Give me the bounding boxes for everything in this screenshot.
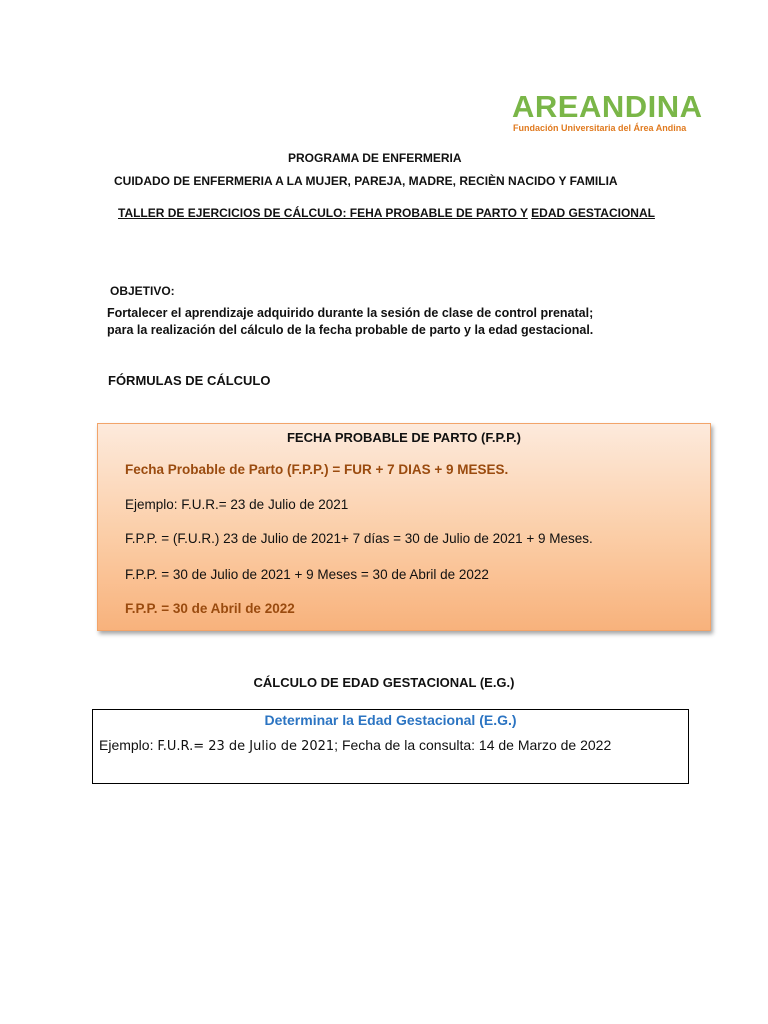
workshop-title-part1: TALLER DE EJERCICIOS DE CÁLCULO: FEHA PROBABLE DE PARTO Y <box>118 206 528 220</box>
eg-example-rest: ; Fecha de la consulta: 14 de Marzo de 2022 <box>334 737 612 753</box>
eg-example-line <box>99 737 611 754</box>
course-title: CUIDADO DE ENFERMERIA A LA MUJER, PAREJA, MADRE, RECIÈN NACIDO Y FAMILIA <box>114 174 618 188</box>
fpp-step-1: F.P.P. = (F.U.R.) 23 de Julio de 2021+ 7 días = 30 de Julio de 2021 + 9 Meses. <box>125 531 593 546</box>
logo-subtitle: Fundación Universitaria del Área Andina <box>513 123 687 133</box>
objective-label: OBJETIVO: <box>110 284 175 298</box>
fpp-result: F.P.P. = 30 de Abril de 2022 <box>125 601 295 616</box>
areandina-logo <box>512 89 703 138</box>
workshop-title <box>118 206 655 220</box>
fpp-formula: Fecha Probable de Parto (F.P.P.) = FUR + 7 DIAS + 9 MESES. <box>125 462 509 477</box>
fpp-example: Ejemplo: F.U.R.= 23 de Julio de 2021 <box>125 497 349 512</box>
eg-box-heading: Determinar la Edad Gestacional (E.G.) <box>264 712 517 728</box>
fpp-step-2: F.P.P. = 30 de Julio de 2021 + 9 Meses = 30 de Abril de 2022 <box>125 567 489 582</box>
eg-example-label: Ejemplo: <box>99 737 154 753</box>
objective-text: Fortalecer el aprendizaje adquirido durante la sesión de clase de control prenatal; para la realización del cálculo de la fecha probable de parto y la edad gestacional. <box>107 306 594 337</box>
program-title: PROGRAMA DE ENFERMERIA <box>288 151 462 165</box>
fpp-title: FECHA PROBABLE DE PARTO (F.P.P.) <box>286 430 522 445</box>
fpp-callout-box <box>97 423 711 631</box>
eg-example-fur: F.U.R.= 23 de Julio de 2021 <box>157 739 335 754</box>
workshop-title-part2: EDAD GESTACIONAL <box>531 206 655 220</box>
formulas-heading: FÓRMULAS DE CÁLCULO <box>108 373 271 388</box>
logo-wordmark: AREANDINA <box>512 89 703 124</box>
eg-box <box>92 709 689 784</box>
eg-section-title: CÁLCULO DE EDAD GESTACIONAL (E.G.) <box>253 675 515 690</box>
